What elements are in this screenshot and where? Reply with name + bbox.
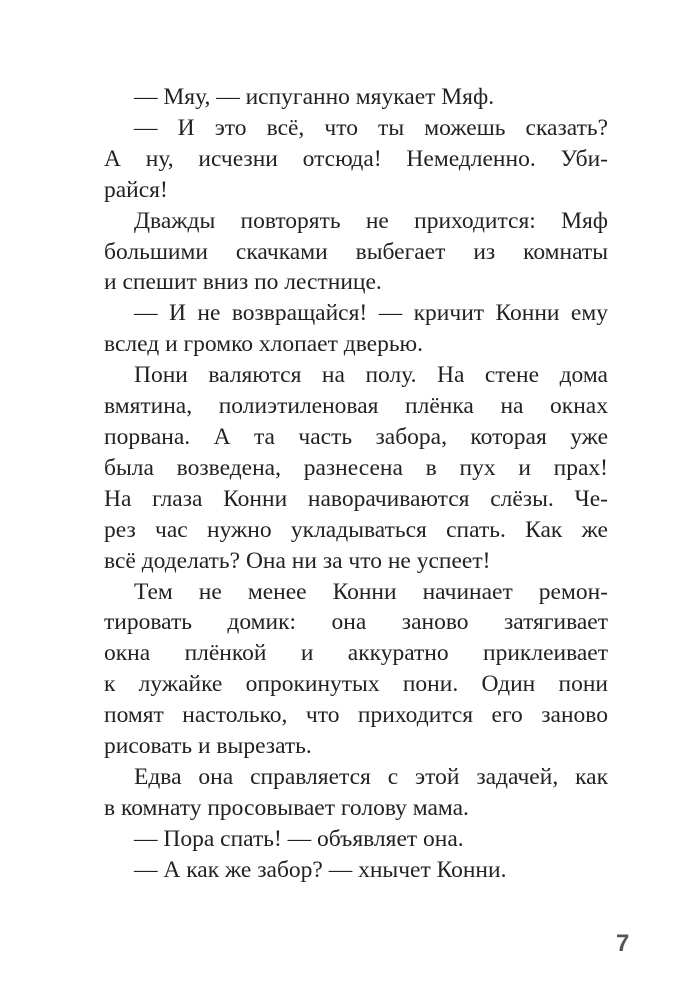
text-line: и спешит вниз по лестнице. bbox=[104, 269, 382, 296]
text-line: к лужайке опрокинутых пони. Один пони bbox=[104, 671, 608, 698]
text-line: Тем не менее Конни начинает ремон- bbox=[134, 578, 608, 605]
text-line: всё доделать? Она ни за что не успеет! bbox=[104, 547, 491, 574]
text-line: — И не возвращайся! — кричит Конни ему bbox=[134, 300, 608, 327]
text-line: Дважды повторять не приходится: Мяф bbox=[134, 207, 608, 234]
text-line: А ну, исчезни отсюда! Немедленно. Уби- bbox=[104, 145, 608, 172]
text-line: райся! bbox=[104, 176, 168, 203]
text-line: На глаза Конни наворачиваются слёзы. Че- bbox=[104, 485, 608, 512]
text-line: помят настолько, что приходится его заново bbox=[104, 702, 608, 729]
text-line: была возведена, разнесена в пух и прах! bbox=[104, 454, 608, 481]
text-line: в комнату просовывает голову мама. bbox=[104, 794, 469, 821]
text-line: рисовать и вырезать. bbox=[104, 733, 312, 760]
text-line: тировать домик: она заново затягивает bbox=[104, 609, 608, 636]
text-line: вслед и громко хлопает дверью. bbox=[104, 331, 423, 358]
text-line: Пони валяются на полу. На стене дома bbox=[134, 362, 608, 389]
text-line: — А как же забор? — хнычет Конни. bbox=[134, 856, 507, 883]
text-line: вмятина, полиэтиленовая плёнка на окнах bbox=[104, 393, 608, 420]
text-line: — Мяу, — испуганно мяукает Мяф. bbox=[134, 84, 495, 110]
text-line: — И это всё, что ты можешь сказать? bbox=[134, 114, 608, 141]
body-text bbox=[104, 82, 608, 886]
text-line: порвана. А та часть забора, которая уже bbox=[104, 423, 608, 450]
text-line: Едва она справляется с этой задачей, как bbox=[134, 763, 608, 790]
text-line: рез час нужно укладываться спать. Как же bbox=[104, 516, 608, 543]
text-line: — Пора спать! — объявляет она. bbox=[134, 825, 464, 852]
text-line: большими скачками выбегает из комнаты bbox=[104, 238, 608, 265]
text-line: окна плёнкой и аккуратно приклеивает bbox=[104, 640, 608, 667]
page-number: 7 bbox=[616, 930, 630, 957]
